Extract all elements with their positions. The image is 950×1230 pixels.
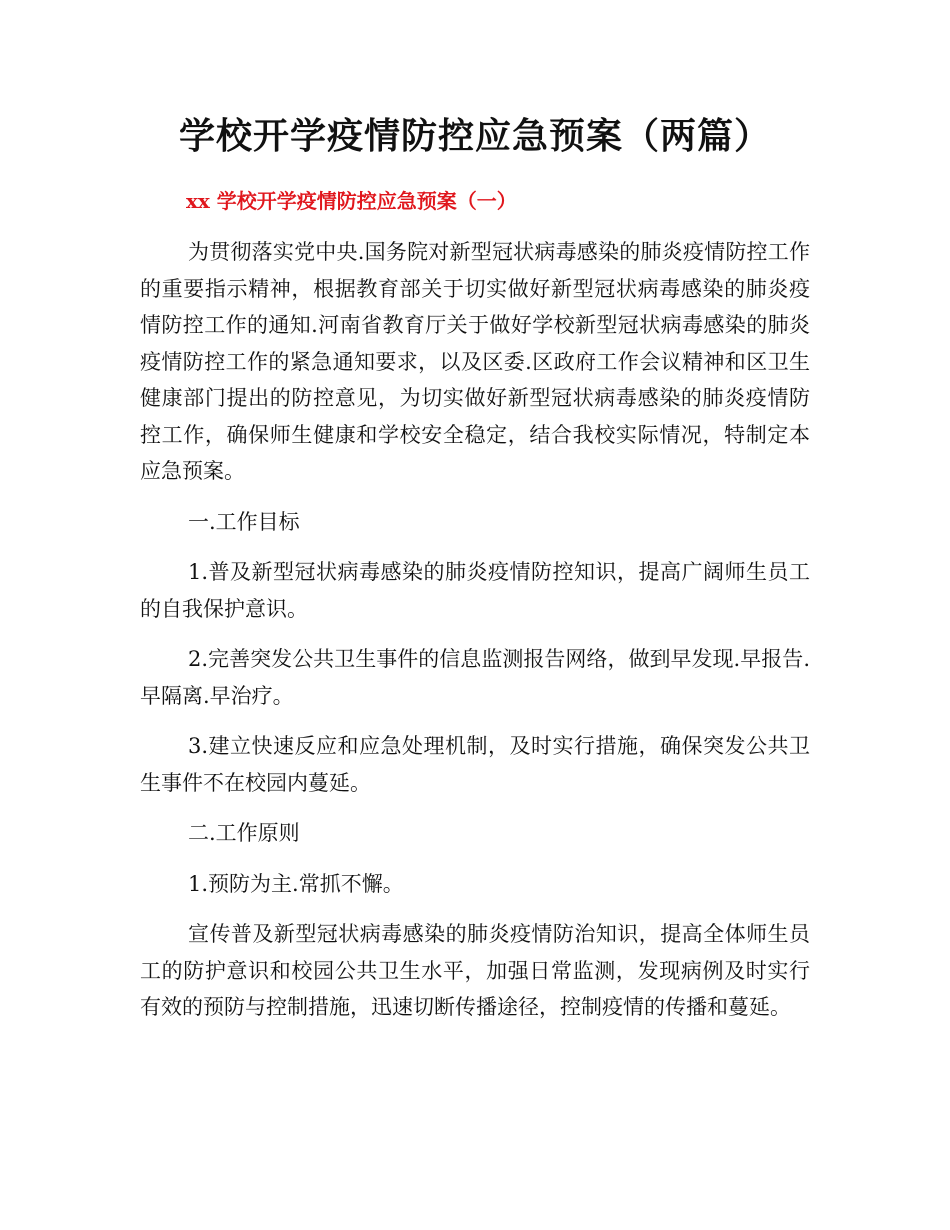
paragraph-goal-2: 2.完善突发公共卫生事件的信息监测报告网络，做到早发现.早报告.早隔离.早治疗。 [140,647,810,708]
paragraph-intro: 为贯彻落实党中央.国务院对新型冠状病毒感染的肺炎疫情防控工作的重要指示精神，根据教育部关于切实做好新型冠状病毒感染的肺炎疫情防控工作的通知.河南省教育厅关于做好学校新型冠状病毒感染的肺炎疫情防控工作的紧急通知要求，以及区委.区政府工作会议精神和区卫生健康部门提出的防控意见，为切实做好新型冠状病毒感染的肺炎疫情防控工作，确保师生健康和学校安全稳定，结合我校实际情况，特制定本应急预案。 [140,240,810,483]
heading-work-principles: 二.工作原则 [188,821,300,845]
heading-work-goals: 一.工作目标 [188,509,300,534]
paragraph-goal-3: 3.建立快速反应和应急处理机制，及时实行措施，确保突发公共卫生事件不在校园内蔓延。 [140,734,810,795]
document-title: 学校开学疫情防控应急预案（两篇） [178,115,771,157]
paragraph-goal-1: 1.普及新型冠状病毒感染的肺炎疫情防控知识，提高广阔师生员工的自我保护意识。 [140,560,810,621]
document-body [140,234,810,1040]
section-subtitle: xx 学校开学疫情防控应急预案（一） [186,189,517,213]
paragraph-principle-1: 1.预防为主.常抓不懈。 [188,871,404,896]
paragraph-principle-1-detail: 宣传普及新型冠状病毒感染的肺炎疫情防治知识，提高全体师生员工的防护意识和校园公共卫生水平，加强日常监测，发现病例及时实行有效的预防与控制措施，迅速切断传播途径，控制疫情的传播和蔓延。 [140,922,810,1019]
